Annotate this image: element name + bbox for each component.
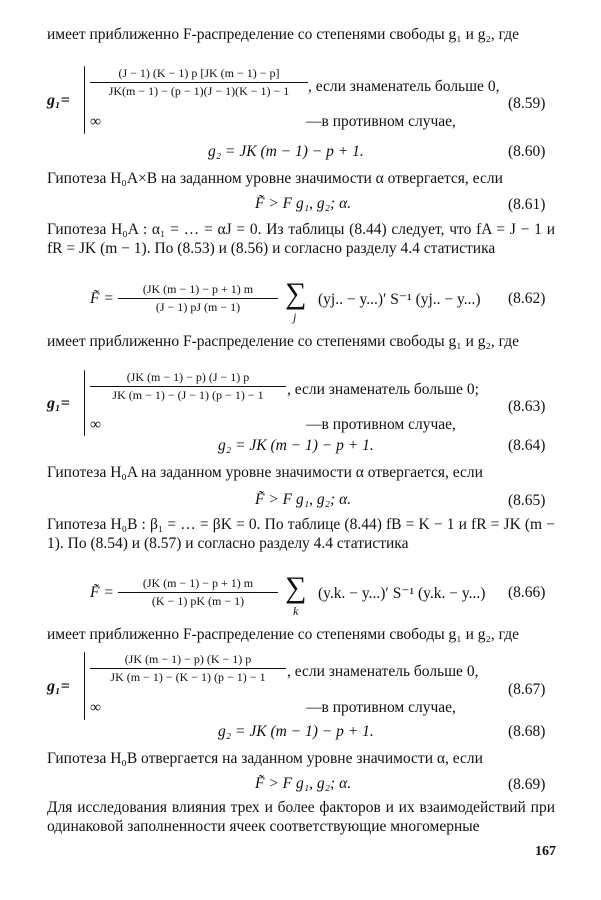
infinity-symbol: ∞	[90, 699, 102, 716]
summation-index: k	[293, 604, 299, 618]
otherwise-text: —в противном случае,	[306, 699, 456, 716]
closing-paragraph: Для исследования влияния трех и более факторов и их взаимодействий при одинаковой заполненности ячеек соответствующие многомерные	[47, 799, 555, 835]
cases-brace	[84, 652, 85, 720]
equation-number: (8.68)	[508, 723, 546, 740]
g1-label: g₁=	[47, 92, 70, 109]
equation-number: (8.67)	[508, 681, 546, 698]
fraction-numerator: (JK (m − 1) − p + 1) m	[142, 576, 254, 590]
condition-text: , если знаменатель больше 0,	[287, 663, 479, 680]
hypothesis-0a: Гипотеза H₀A на заданном уровне значимости α отвергается, если	[47, 464, 483, 481]
cases-brace	[84, 66, 85, 134]
equation-number: (8.59)	[508, 95, 546, 112]
equation-860: g₂ = JK (m − 1) − p + 1.	[208, 143, 364, 160]
quadratic-form: (yj.. − y...)′ S⁻¹ (yj.. − y...)	[318, 291, 481, 308]
otherwise-text: —в противном случае,	[306, 113, 456, 130]
fraction-867	[90, 652, 286, 685]
otherwise-text: —в противном случае,	[306, 416, 456, 433]
fraction-rule	[118, 592, 278, 593]
intro-line-867: имеет приближенно F-распределение со степенями свободы g₁ и g₂, где	[47, 626, 519, 643]
infinity-symbol: ∞	[90, 113, 102, 130]
equation-number: (8.65)	[508, 492, 546, 509]
summation-sign: ∑	[285, 571, 307, 604]
equation-861: F̃ > F g₁, g₂; α.	[255, 195, 352, 212]
hypothesis-axb: Гипотеза H₀A×B на заданном уровне значимости α отвергается, если	[47, 170, 503, 187]
equation-869: F̃ > F g₁, g₂; α.	[255, 775, 352, 792]
cases-brace	[84, 370, 85, 436]
fraction-rule	[90, 386, 286, 387]
equation-number: (8.63)	[508, 398, 546, 415]
condition-text: , если знаменатель больше 0;	[287, 381, 479, 398]
equation-number: (8.69)	[508, 776, 546, 793]
infinity-symbol: ∞	[90, 416, 102, 433]
g1-label: g₁=	[47, 678, 70, 695]
fraction-rule	[90, 668, 286, 669]
quadratic-form: (y.k. − y...)′ S⁻¹ (y.k. − y...)	[318, 585, 486, 602]
g1-label: g₁=	[47, 395, 70, 412]
equation-number: (8.64)	[508, 437, 546, 454]
fraction-numerator: (JK (m − 1) − p) (J − 1) p	[126, 370, 250, 384]
f-tilde-lhs: F̃ =	[90, 290, 114, 307]
hypothesis-0b: Гипотеза H₀B отвергается на заданном уровне значимости α, если	[47, 750, 483, 767]
summation-index: j	[293, 310, 297, 324]
page-number: 167	[535, 844, 556, 859]
intro-line-863: имеет приближенно F-распределение со степенями свободы g₁ и g₂, где	[47, 333, 519, 350]
fraction-denominator: JK (m − 1) − (K − 1) (p − 1) − 1	[110, 670, 266, 684]
fraction-denominator: JK(m − 1) − (p − 1)(J − 1)(K − 1) − 1	[108, 84, 290, 98]
equation-number: (8.62)	[508, 290, 546, 307]
fraction-862	[118, 282, 278, 315]
fraction-numerator: (JK (m − 1) − p) (K − 1) p	[124, 652, 252, 666]
f-tilde-lhs: F̃ =	[90, 584, 114, 601]
fraction-rule	[118, 298, 278, 299]
equation-865: F̃ > F g₁, g₂; α.	[255, 491, 352, 508]
summation-sign: ∑	[285, 277, 307, 310]
fraction-denominator: (J − 1) pJ (m − 1)	[155, 300, 241, 314]
fraction-numerator: (JK (m − 1) − p + 1) m	[142, 282, 254, 296]
fraction-859	[90, 66, 308, 99]
fraction-denominator: (K − 1) pK (m − 1)	[151, 594, 245, 608]
condition-text: , если знаменатель больше 0,	[308, 78, 500, 95]
fraction-denominator: JK (m − 1) − (J − 1) (p − 1) − 1	[112, 388, 264, 402]
equation-number: (8.60)	[508, 143, 546, 160]
fraction-866	[118, 576, 278, 609]
hypothesis-a-paragraph: Гипотеза H₀A : α₁ = … = αJ = 0. Из таблицы (8.44) следует, что fA = J − 1 и fR = JK (m − 1). По (8.53) и (8.56) и согласно разделу 4.4 статистика	[47, 221, 555, 257]
fraction-rule	[90, 82, 308, 83]
hypothesis-b-paragraph: Гипотеза H₀B : β₁ = … = βK = 0. По таблице (8.44) fB = K − 1 и fR = JK (m − 1). По (8.54) и (8.57) и согласно разделу 4.4 статистика	[47, 516, 555, 552]
fraction-numerator: (J − 1) (K − 1) p [JK (m − 1) − p]	[118, 66, 280, 80]
equation-number: (8.61)	[508, 196, 546, 213]
equation-868: g₂ = JK (m − 1) − p + 1.	[218, 723, 374, 740]
equation-864: g₂ = JK (m − 1) − p + 1.	[218, 437, 374, 454]
equation-number: (8.66)	[508, 584, 546, 601]
fraction-863	[90, 370, 286, 403]
intro-line: имеет приближенно F-распределение со степенями свободы g₁ и g₂, где	[47, 26, 519, 43]
